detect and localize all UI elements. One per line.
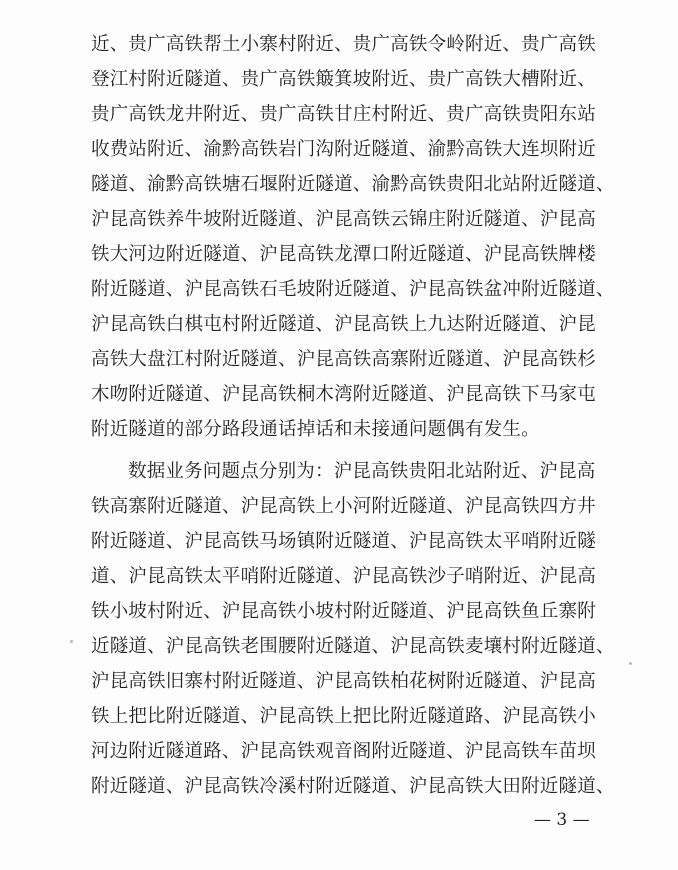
text-line: 铁小坡村附近、沪昆高铁小坡村附近隧道、沪昆高铁鱼丘寨附 — [91, 601, 596, 622]
text-line: 沪昆高铁养牛坡附近隧道、沪昆高铁云锦庄附近隧道、沪昆高 — [91, 209, 596, 230]
text-line: 铁上把比附近隧道、沪昆高铁上把比附近隧道路、沪昆高铁小 — [91, 706, 596, 727]
text-line: 木吻附近隧道、沪昆高铁桐木湾附近隧道、沪昆高铁下马家屯 — [91, 384, 596, 405]
text-line: 贵广高铁龙井附近、贵广高铁甘庄村附近、贵广高铁贵阳东站 — [91, 104, 596, 125]
text-line: 沪昆高铁白棋屯村附近隧道、沪昆高铁上九达附近隧道、沪昆 — [91, 314, 596, 335]
text-line: 登江村附近隧道、贵广高铁簸箕坡附近、贵广高铁大槽附近、 — [91, 69, 596, 90]
page-number: — 3 — — [534, 810, 590, 830]
text-line: 近、贵广高铁帮土小寨村附近、贵广高铁令岭附近、贵广高铁 — [91, 34, 596, 55]
text-line: 铁高寨附近隧道、沪昆高铁上小河附近隧道、沪昆高铁四方井 — [91, 496, 596, 517]
text-line: 附近隧道、沪昆高铁马场镇附近隧道、沪昆高铁太平哨附近隧 — [91, 531, 596, 552]
text-line: 附近隧道、沪昆高铁石毛坡附近隧道、沪昆高铁盆冲附近隧道、 — [91, 279, 615, 300]
text-line: 铁大河边附近隧道、沪昆高铁龙潭口附近隧道、沪昆高铁牌楼 — [91, 244, 596, 265]
text-line: 数据业务问题点分别为：沪昆高铁贵阳北站附近、沪昆高 — [128, 461, 596, 482]
text-line: 道、沪昆高铁太平哨附近隧道、沪昆高铁沙子哨附近、沪昆高 — [91, 566, 596, 587]
text-line: 收费站附近、渝黔高铁岩门沟附近隧道、渝黔高铁大连坝附近 — [91, 139, 596, 160]
text-line: 附近隧道、沪昆高铁冷溪村附近隧道、沪昆高铁大田附近隧道、 — [91, 776, 615, 797]
scan-speck — [629, 662, 632, 665]
text-line: 高铁大盘江村附近隧道、沪昆高铁高寨附近隧道、沪昆高铁杉 — [91, 349, 596, 370]
text-line: 河边附近隧道路、沪昆高铁观音阁附近隧道、沪昆高铁车苗坝 — [91, 741, 596, 762]
text-line: 隧道、渝黔高铁塘石堰附近隧道、渝黔高铁贵阳北站附近隧道、 — [91, 174, 615, 195]
scan-speck — [70, 640, 73, 643]
text-line: 沪昆高铁旧寨村附近隧道、沪昆高铁柏花树附近隧道、沪昆高 — [91, 671, 596, 692]
text-line: 近隧道、沪昆高铁老围腰附近隧道、沪昆高铁麦壤村附近隧道、 — [91, 636, 615, 657]
text-line: 附近隧道的部分路段通话掉话和未接通问题偶有发生。 — [91, 419, 540, 440]
